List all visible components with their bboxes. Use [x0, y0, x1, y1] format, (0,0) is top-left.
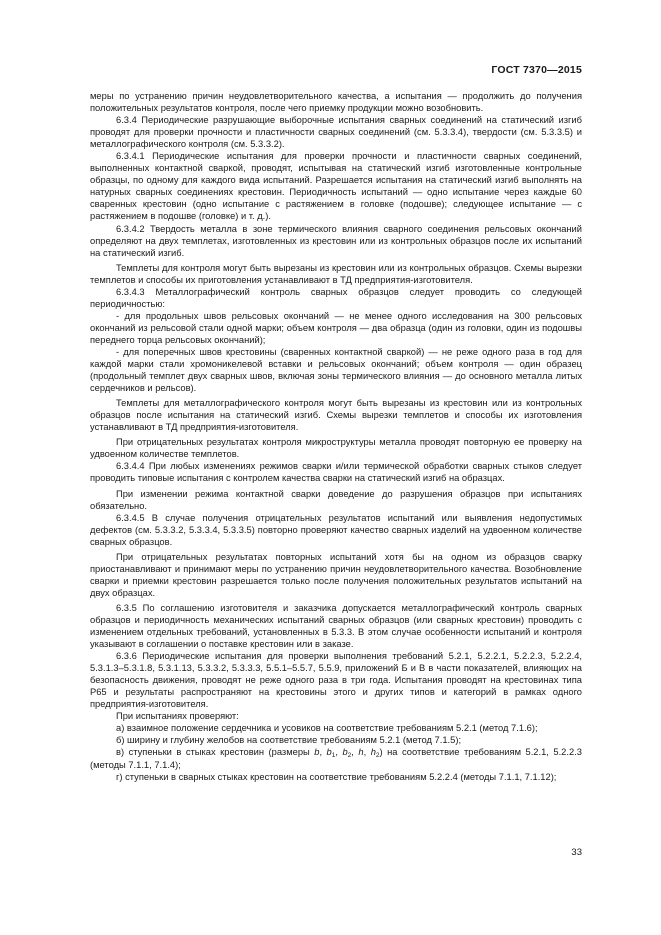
paragraph-6-3-4-4: 6.3.4.4 При любых изменениях режимов сварки и/или термической обработки сварных стыков следует проводить типовые испытания с контролем качества сварки на статический изгиб на образцах.	[90, 461, 582, 484]
subscript-1: 1	[331, 752, 336, 760]
paragraph-6-3-4-1: 6.3.4.1 Периодические испытания для проверки прочности и пластичности сварных соединений, выполненных контактной сваркой, проводят, испытывая на статический изгиб изготовленные контрольные образцы, по одному для каждого вида испытаний. Разрешается испытания на статический изгиб выполнять на натурных сварных соединениях крестовин. Периодичность испытаний — одно испытание через каждые 60 сваренных крестовин (одно испытание с растяжением в головке (подошве); следующее испытание — с растяжением в подошве (головке) и т. д.).	[90, 151, 582, 222]
paragraph-6-3-4: 6.3.4 Периодические разрушающие выборочные испытания сварных соединений на статический изгиб проводят для проверки прочности и пластичности сварных соединений (см. 5.3.3.4), твердости (см. 5.3.3.5) и металлографического контроля (см. 5.3.3.2).	[90, 115, 582, 150]
paragraph-6-3-4-5: 6.3.4.5 В случае получения отрицательных результатов испытаний или выявления недопустимых дефектов (см. 5.3.3.2, 5.3.3.4, 5.3.3.5) повторно проверяют качество сварных изделий на удвоенном количестве сварных образцов.	[90, 512, 582, 547]
list-item-v-after: ) на соответствие требованиям 5.2.1, 5.2.2.3 (методы 7.1.1, 7.1.4);	[90, 747, 582, 770]
page-number: 33	[571, 847, 582, 858]
paragraph-contact-welding-change: При изменении режима контактной сварки доведение до разрушения образцов при испытаниях обязательно.	[90, 488, 582, 511]
document-header: ГОСТ 7370—2015	[491, 64, 582, 76]
paragraph-repeat-tests: При отрицательных результатах повторных испытаний хотя бы на одном из образцов сварку приостанавливают и принимают меры по устранению причин неудовлетворительного качества. Возобновление сварки и приемки крестовин разрешается только после получения положительных результатов испытаний на двух образцах.	[90, 551, 582, 598]
symbol-h: h	[358, 747, 364, 758]
paragraph-negative-microstructure: При отрицательных результатах контроля микроструктуры металла проводят повторную ее проверку на удвоенном количестве темплетов.	[90, 437, 582, 460]
paragraph-metallographic-templates: Темплеты для металлографического контроля могут быть вырезаны из крестовин или из контрольных образцов после испытания на статический изгиб. Схемы вырезки темплетов и способы их изготовления устанавливают в ТД предприятия-изготовителя.	[90, 398, 582, 433]
symbol-b: b	[314, 747, 320, 758]
symbol-b2: b	[342, 747, 348, 758]
list-item-v-before: в) ступеньки в стыках крестовин (размеры	[116, 747, 315, 758]
paragraph-tests-check: При испытаниях проверяют:	[116, 711, 239, 722]
subscript-h2: 2	[375, 752, 380, 760]
list-item-transverse-welds: - для поперечных швов крестовины (сваренных контактной сваркой) — не реже одного раза в год для каждой марки стали хромоникелевой вставки и рельсовых окончаний; объем контроля — один образец (продольный темплет двух сварных швов, включая зоны термического влияния — до основного металла литых сердечников и рельсов).	[90, 346, 582, 394]
paragraph-templates: Темплеты для контроля могут быть вырезаны из крестовин или из контрольных образцов. Схемы вырезки темплетов и способы их приготовления устанавливают в ТД предприятия-изготовителя.	[90, 262, 582, 285]
list-item-b: б) ширину и глубину желобов на соответствие требованиям 5.2.1 (метод 7.1.5);	[116, 735, 462, 746]
symbol-b1: b	[326, 747, 332, 758]
paragraph-6-3-5: 6.3.5 По соглашению изготовителя и заказчика допускается металлографический контроль сварных образцов и периодичность механических испытаний сварных образцов (или сварных крестовин) проводить с изменением отдельных требований, установленных в 5.3.3. В этом случае особенности испытаний и контроля указывают в соглашении о поставке крестовин или в заказе.	[90, 602, 582, 650]
list-item-a: а) взаимное положение сердечника и усовиков на соответствие требованиям 5.2.1 (метод 7.1.6);	[116, 723, 538, 734]
page-body	[90, 90, 582, 783]
list-item-v: в) ступеньки в стыках крестовин (размеры b, $b_1$, $b_2$, h, $h_2$) на соответствие требованиям 5.2.1, 5.2.2.3 (методы 7.1.1, 7.1.4);	[90, 747, 582, 770]
symbol-h2: h	[370, 747, 376, 758]
subscript-2: 2	[347, 752, 352, 760]
paragraph-6-3-6: 6.3.6 Периодические испытания для проверки выполнения требований 5.2.1, 5.2.2.1, 5.2.2.3, 5.2.2.4, 5.3.1.3–5.3.1.8, 5.3.1.13, 5.3.3.2, 5.3.3.3, 5.5.1–5.5.7, 5.5.9, приложений Б и В в части показателей, влияющих на безопасность движения, проводят не реже одного раза в три года. Испытания проводят на крестовинах типа Р65 и результаты распространяют на крестовины этого и других типов и категорий в рамках одного предприятия-изготовителя.	[90, 651, 582, 710]
paragraph-6-3-4-3: 6.3.4.3 Металлографический контроль сварных образцов следует проводить со следующей периодичностью:	[90, 286, 582, 309]
paragraph-continuation: меры по устранению причин неудовлетворительного качества, а испытания — продолжить до получения положительных результатов контроля, после чего приемку продукции можно возобновить.	[90, 91, 582, 114]
paragraph-6-3-4-2: 6.3.4.2 Твердость металла в зоне термического влияния сварного соединения рельсовых окончаний определяют на двух темплетах, изготовленных из крестовин или из контрольных образцов после их испытаний на статический изгиб.	[90, 223, 582, 258]
list-item-longitudinal-welds: - для продольных швов рельсовых окончаний — не менее одного исследования на 300 рельсовых окончаний из рельсовой стали одной марки; объем контроля — два образца (один из головки, один из подошвы переднего торца рельсовых окончаний);	[90, 310, 582, 345]
list-item-g: г) ступеньки в сварных стыках крестовин на соответствие требованиям 5.2.2.4 (методы 7.1.1, 7.1.12);	[116, 771, 557, 782]
